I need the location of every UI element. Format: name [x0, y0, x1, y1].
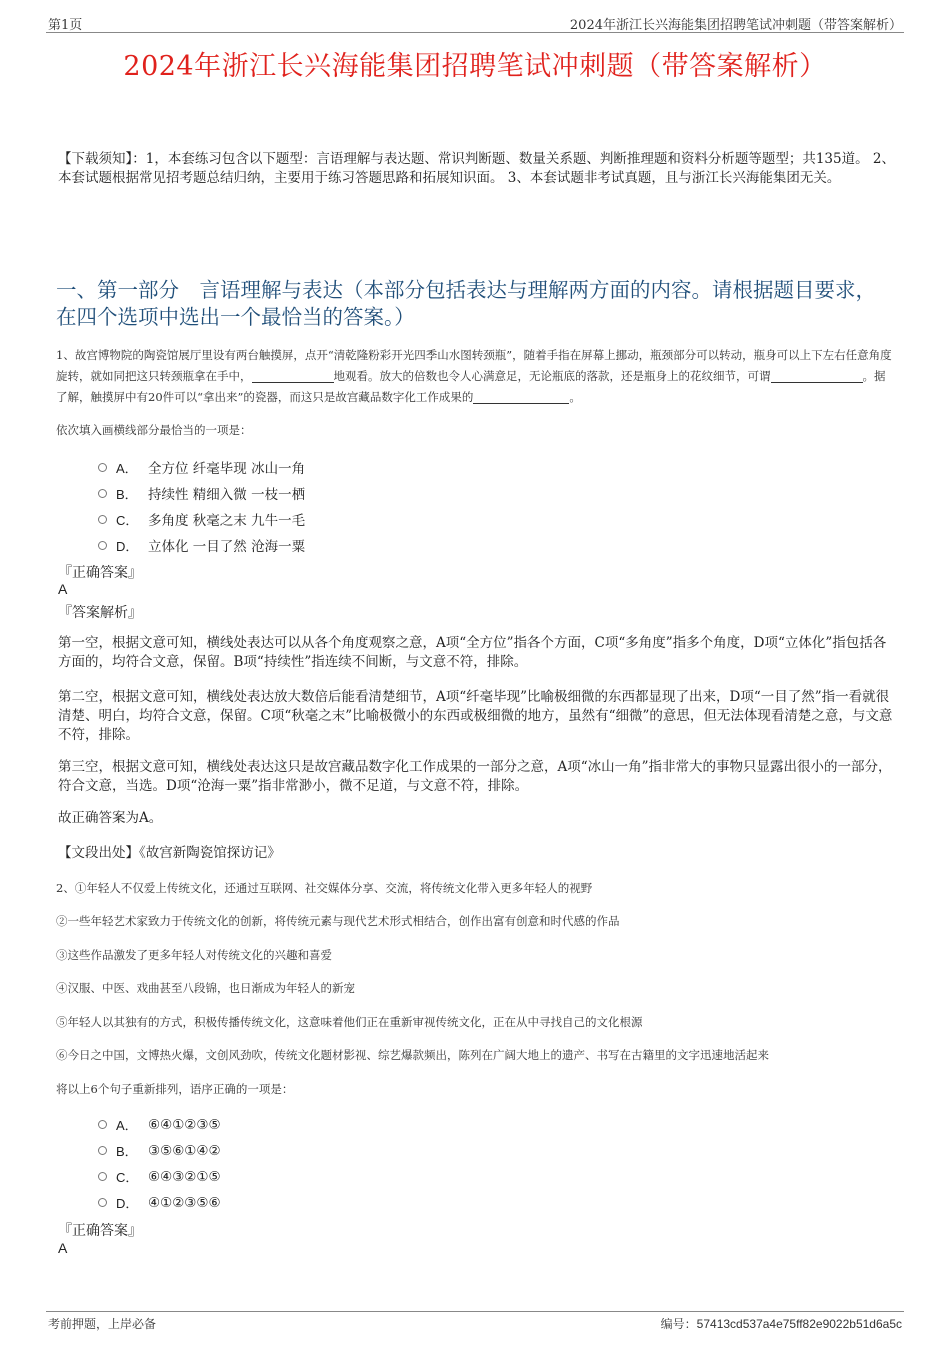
q2-sentence-3: ③这些作品激发了更多年轻人对传统文化的兴趣和喜爱: [56, 948, 332, 962]
download-notice: 【下载须知】：1，本套练习包含以下题型：言语理解与表达题、常识判断题、数量关系题、判断推理题和资料分析题等题型；共135道。 2、本套试题根据常见招考题总结归纳，主要用于练习答题思路和拓展知识面。 3、本套试题非考试真题，且与浙江长兴海能集团无关。: [58, 151, 895, 186]
header-doc-title: 2024年浙江长兴海能集团招聘笔试冲刺题（带答案解析）: [569, 18, 902, 33]
section-heading: 一、第一部分 言语理解与表达（本部分包括表达与理解两方面的内容。请根据题目要求，在四个选项中选出一个最恰当的答案。）: [56, 278, 876, 329]
page-number: 第1页: [48, 18, 83, 33]
q2-option-b[interactable]: B． ③⑤⑥①④②: [98, 1141, 221, 1160]
page-title: 2024年浙江长兴海能集团招聘笔试冲刺题（带答案解析）: [123, 51, 827, 82]
q1-option-c[interactable]: C． 多角度 秋毫之末 九牛一毛: [98, 509, 305, 529]
radio-icon[interactable]: [98, 1146, 107, 1155]
blank-1: [252, 368, 334, 383]
question-1-prompt: 依次填入画横线部分最恰当的一项是：: [56, 423, 252, 437]
blank-2: [771, 368, 863, 383]
q1-conclusion: 故正确答案为A。: [58, 810, 163, 826]
q2-option-a[interactable]: A． ⑥④①②③⑤: [98, 1115, 221, 1134]
q1-option-d[interactable]: D． 立体化 一目了然 沧海一粟: [98, 535, 305, 555]
footer-divider: [46, 1311, 904, 1312]
radio-icon[interactable]: [98, 489, 107, 498]
q2-option-d[interactable]: D． ④①②③⑤⑥: [98, 1193, 221, 1212]
q2-prompt: 将以上6个句子重新排列，语序正确的一项是：: [56, 1082, 294, 1096]
q2-answer-label: 『正确答案』: [58, 1223, 142, 1239]
q1-option-a[interactable]: A． 全方位 纤毫毕现 冰山一角: [98, 457, 305, 477]
q2-sentence-4: ④汉服、中医、戏曲甚至八段锦，也日渐成为年轻人的新宠: [56, 981, 355, 995]
blank-3: [473, 389, 569, 404]
header-divider: [46, 32, 904, 33]
radio-icon[interactable]: [98, 1198, 107, 1207]
q1-answer: A: [58, 581, 68, 597]
q1-analysis-para-3: 第三空，根据文意可知，横线处表达这只是故宫藏品数字化工作成果的一部分之意，A项“冰山一角”指非常大的事物只显露出很小的一部分，符合文意，当选。D项“沧海一粟”指非常渺小，微不足道，与文意不符，排除。: [58, 759, 892, 794]
q2-answer: A: [58, 1240, 68, 1256]
radio-icon[interactable]: [98, 463, 107, 472]
q1-analysis-para-1: 第一空，根据文意可知，横线处表达可以从各个角度观察之意，A项“全方位”指各个方面，C项“多角度”指多个角度，D项“立体化”指包括各方面的，均符合文意，保留。B项“持续性”指连续不间断，与文意不符，排除。: [58, 635, 887, 670]
question-1-stem: 1、故宫博物院的陶瓷馆展厅里设有两台触摸屏，点开“清乾隆粉彩开光四季山水图转颈瓶”，随着手指在屏幕上挪动，瓶颈部分可以转动，瓶身可以上下左右任意角度旋转，就如同把这只转颈瓶拿在手中， 地观看。放大的倍数也令人心满意足，无论瓶底的落款，还是瓶身上的花纹细节，可谓 。据了解，触摸屏中有20件可以“拿出来”的瓷器，而这只是故宫藏品数字化工作成果的 。: [56, 348, 892, 404]
q2-sentence-1: 2、①年轻人不仅爱上传统文化，还通过互联网、社交媒体分享、交流，将传统文化带入更多年轻人的视野: [56, 881, 593, 895]
q2-sentence-6: ⑥今日之中国，文博热火爆，文创风劲吹，传统文化题材影视、综艺爆款频出，陈列在广阔大地上的遗产、书写在古籍里的文字迅速地活起来: [56, 1048, 769, 1062]
radio-icon[interactable]: [98, 1120, 107, 1129]
q1-analysis-label: 『答案解析』: [58, 605, 142, 621]
q1-answer-label: 『正确答案』: [58, 565, 142, 581]
q1-source: 【文段出处】《故宫新陶瓷馆探访记》: [58, 845, 281, 861]
document-code: 编号：57413cd537a4e75ff82e9022b51d6a5c: [660, 1317, 902, 1331]
q1-analysis-para-2: 第二空，根据文意可知，横线处表达放大数倍后能看清楚细节，A项“纤毫毕现”比喻极细微的东西都显现了出来，D项“一目了然”指一看就很清楚、明白，均符合文意，保留。C项“秋毫之末”比喻极微小的东西或极细微的地方，虽然有“细微”的意思，但无法体现看清楚之意，与文意不符，排除。: [58, 689, 893, 743]
q1-option-b[interactable]: B． 持续性 精细入微 一枝一栖: [98, 483, 305, 503]
radio-icon[interactable]: [98, 541, 107, 550]
q2-option-c[interactable]: C． ⑥④③②①⑤: [98, 1167, 221, 1186]
radio-icon[interactable]: [98, 1172, 107, 1181]
radio-icon[interactable]: [98, 515, 107, 524]
footer-slogan: 考前押题，上岸必备: [48, 1317, 157, 1331]
q2-sentence-5: ⑤年轻人以其独有的方式，积极传播传统文化，这意味着他们正在重新审视传统文化，正在从中寻找自己的文化根源: [56, 1015, 643, 1029]
q2-sentence-2: ②一些年轻艺术家致力于传统文化的创新，将传统元素与现代艺术形式相结合，创作出富有创意和时代感的作品: [56, 914, 620, 928]
